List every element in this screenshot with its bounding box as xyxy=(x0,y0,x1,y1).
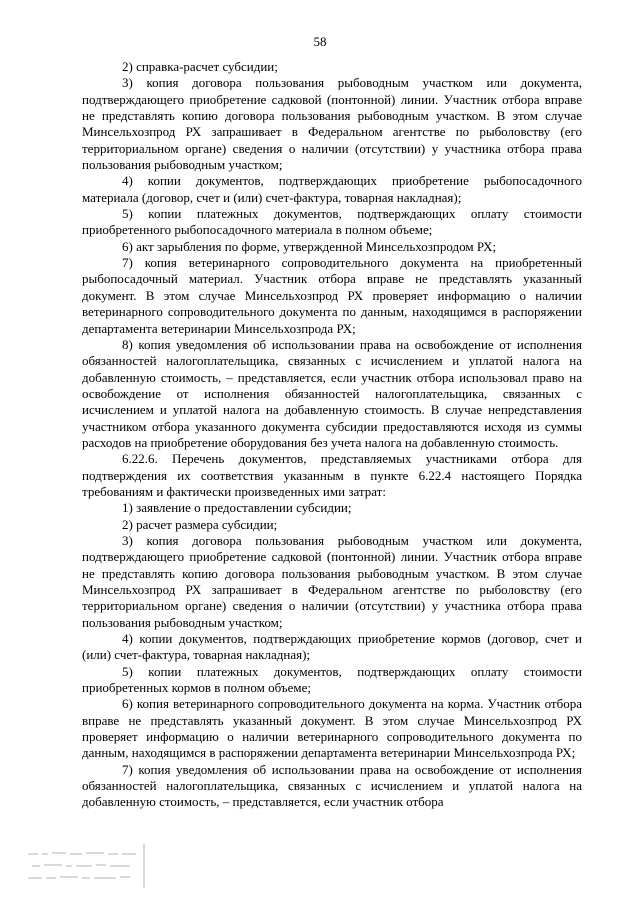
section-heading-paragraph: 6.22.6. Перечень документов, представляемых участниками отбора для подтверждения их соответствия указанным в пункте 6.22.4 настоящего Порядка требованиям и фактически произведенных ими затрат: xyxy=(82,451,582,499)
paragraph: 2) справка-расчет субсидии; xyxy=(122,59,278,74)
page-number: 58 xyxy=(313,34,327,49)
paragraph: 4) копии документов, подтверждающих приобретение рыбопосадочного материала (договор, счет и (или) счет-фактура, товарная накладная); xyxy=(82,173,582,205)
paragraph: 5) копии платежных документов, подтверждающих оплату стоимости приобретенных кормов в полном объеме; xyxy=(82,663,582,696)
paragraph: 1) заявление о предоставлении субсидии; xyxy=(122,500,352,516)
paragraph: 5) копии платежных документов, подтверждающих оплату стоимости приобретенного рыбопосадочного материала в полном объеме; xyxy=(82,206,582,238)
paragraph: 2) расчет размера субсидии; xyxy=(122,516,278,532)
paragraph: 7) копия уведомления об использовании права на освобождение от исполнения обязанностей налогоплательщика, связанных с исчислением и уплатой налога на добавленную стоимость, – представляется, если участник отбора xyxy=(82,761,582,810)
paragraph: 8) копия уведомления об использовании права на освобождение от исполнения обязанностей налогоплательщика, связанных с исчислением и уплатой налога на добавленную стоимость, – представляется, если участник отбора использовал право на освобождение от исполнения обязанностей налогоплательщика, связанных с исчислением и уплатой налога на добавленную стоимость. В случае непредставления участником отбора указанного документа субсидии предоставляются исходя из суммы расходов на приобретение оборудования без учета налога на добавленную стоимость. xyxy=(82,336,582,450)
paragraph: 4) копии документов, подтверждающих приобретение кормов (договор, счет и (или) счет-фактура, товарная накладная); xyxy=(82,631,582,663)
paragraph: 6) акт зарыбления по форме, утвержденной Минсельхозпродом РХ; xyxy=(122,238,497,254)
document-body xyxy=(82,59,582,811)
faint-stamp-mark xyxy=(24,840,149,892)
paragraph: 3) копия договора пользования рыбоводным участком или документа, подтверждающего приобретение садковой (понтонной) линии. Участник отбора вправе не представлять копию договора пользования рыбоводным участком. В этом случае Минсельхозпрод РХ запрашивает в Федеральном агентстве по рыболовству (его территориальном органе) сведения о наличии (отсутствии) у участника отбора права пользования рыбоводным участком; xyxy=(82,75,582,173)
paragraph: 7) копия ветеринарного сопроводительного документа на приобретенный рыбопосадочный материал. Участник отбора вправе не представлять указанный документ. В этом случае Минсельхозпрод РХ проверяет информацию о наличии ветеринарного сопроводительного документа по данным, находящимся в распоряжении департамента ветеринарии Минсельхозпрода РХ; xyxy=(82,255,582,336)
paragraph: 3) копия договора пользования рыбоводным участком или документа, подтверждающего приобретение садковой (понтонной) линии. Участник отбора вправе не представлять копию договора пользования рыбоводным участком. В этом случае Минсельхозпрод РХ запрашивает в Федеральном агентстве по рыболовству (его территориальном органе) сведения о наличии (отсутствии) у участника отбора права пользования рыбоводным участком; xyxy=(82,532,582,630)
paragraph: 6) копия ветеринарного сопроводительного документа на корма. Участник отбора вправе не представлять указанный документ. В этом случае Минсельхозпрод РХ проверяет информацию о наличии ветеринарного сопроводительного документа по данным, находящимся в распоряжении департамента ветеринарии Минсельхозпрода РХ; xyxy=(82,696,582,761)
